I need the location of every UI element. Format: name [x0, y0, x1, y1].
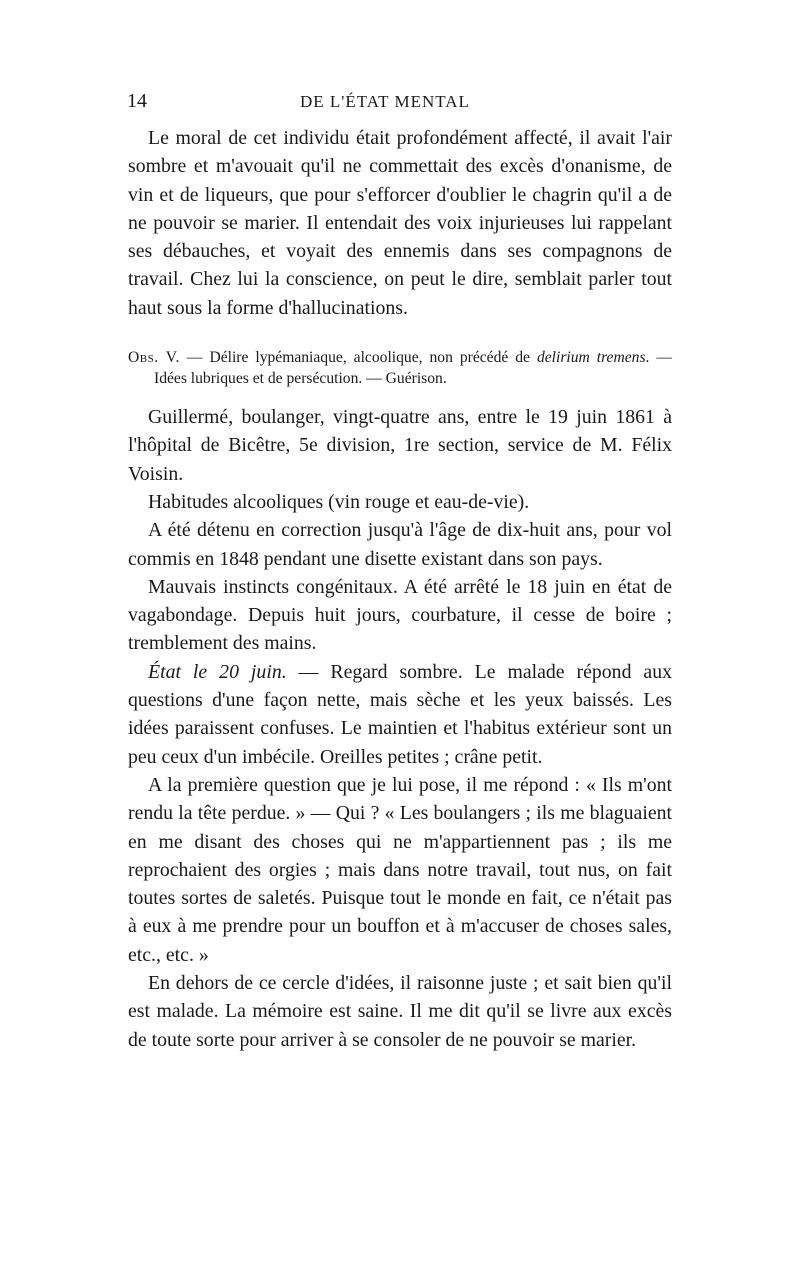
paragraph-6-italic: État le 20 juin. — [148, 660, 287, 683]
paragraph-1: Le moral de cet individu était profondément affecté, il avait l'air sombre et m'avouait qu'il ne commettait des excès d'onanisme, de vin et de liqueurs, que pour s'efforcer d'oublier le chagrin qu'il a de ne pouvoir se marier. Il entendait des voix injurieuses lui rappelant ses débauches, et voyait des ennemis dans ses compagnons de travail. Chez lui la conscience, on peut le dire, semblait parler tout haut sous la forme d'hallucinations. — [128, 127, 672, 319]
observation-label: Obs. V. — [128, 349, 180, 367]
paragraph-8: En dehors de ce cercle d'idées, il raisonne juste ; et sait bien qu'il est malade. La mémoire est saine. Il me dit qu'il se livre aux excès de toute sorte pour arriver à se consoler de ne pouvoir se marier. — [128, 972, 672, 1051]
paragraph-7: A la première question que je lui pose, il me répond : « Ils m'ont rendu la tête perdue. » — Qui ? « Les boulangers ; ils me blaguaient en me disant des choses qui ne m'appartiennent pas ; ils me reprochaient des orgies ; mais dans notre travail, tout nus, on fait toutes sortes de saletés. Puisque tout le monde en fait, ce n'était pas à eux à me prendre pour un bouffon et à m'accuser de choses sales, etc., etc. » — [128, 773, 672, 966]
paragraph-6 — [128, 658, 672, 771]
paragraph-2: Guillermé, boulanger, vingt-quatre ans, entre le 19 juin 1861 à l'hôpital de Bicêtre, 5e division, 1re section, service de M. Félix Voisin. — [128, 406, 672, 485]
paragraph-4: A été détenu en correction jusqu'à l'âge de dix-huit ans, pour vol commis en 1848 pendant une disette existant dans son pays. — [128, 519, 672, 570]
paragraph-3: Habitudes alcooliques (vin rouge et eau-de-vie). — [148, 490, 530, 513]
observation-text-2: . — Idées lubriques et de persécution. — Guérison. — [154, 349, 672, 388]
paragraph-6-text: — Regard sombre. Le malade répond aux questions d'une façon nette, mais sèche et les yeux baissés. Les idées paraissent confuses. Le maintien et l'habitus extérieur sont un peu ceux d'un imbécile. Oreilles petites ; crâne petit. — [128, 660, 672, 768]
observation-heading — [128, 347, 672, 389]
running-head: DE L'ÉTAT MENTAL — [300, 92, 470, 111]
observation-italic: delirium tremens — [536, 349, 646, 367]
observation-text-1: — Délire lypémaniaque, alcoolique, non précédé de — [179, 349, 537, 367]
paragraph-5: Mauvais instincts congénitaux. A été arrêté le 18 juin en état de vagabondage. Depuis huit jours, courbature, il cesse de boire ; tremblement des mains. — [128, 575, 672, 655]
page-body — [128, 124, 672, 1054]
page-number: 14 — [127, 90, 147, 112]
